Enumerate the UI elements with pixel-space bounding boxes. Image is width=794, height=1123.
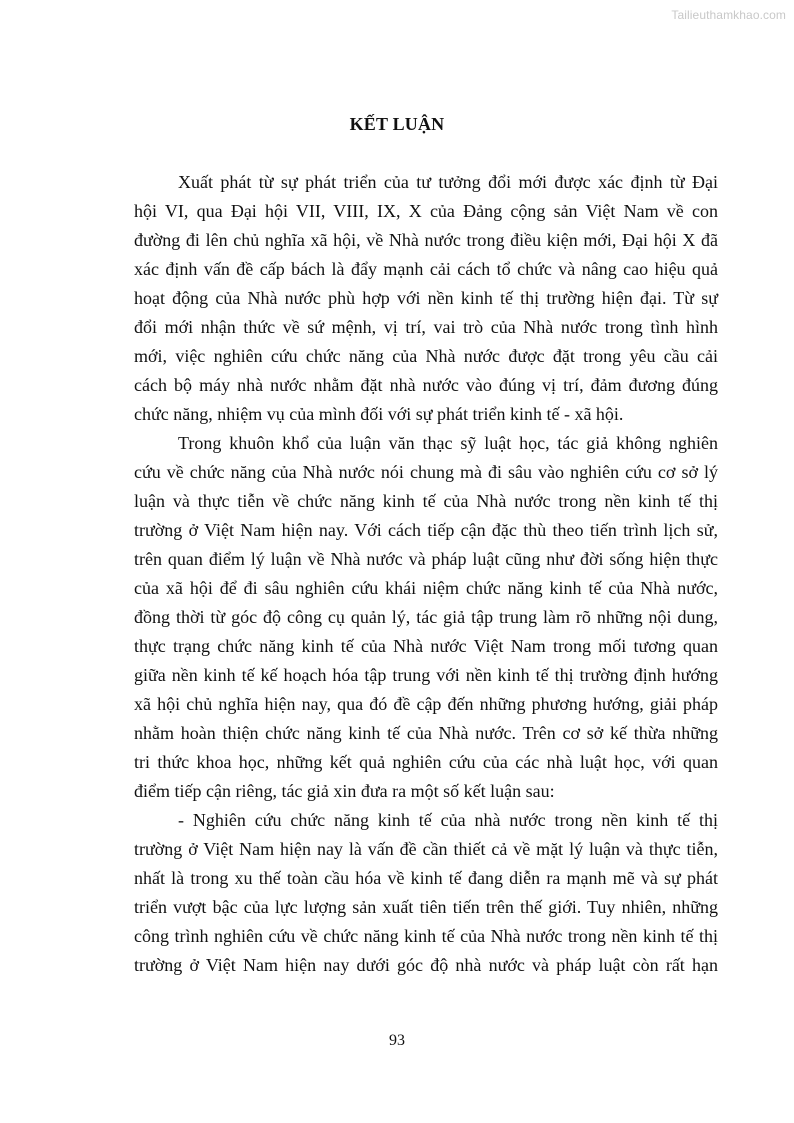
- text-line: triển vượt bậc của lực lượng sản xuất tiên tiến trên thế giới. Tuy nhiên, những: [134, 897, 718, 917]
- text-line: Trong khuôn khổ của luận văn thạc sỹ luật học, tác giả không nghiên: [178, 433, 718, 453]
- page-title: KẾT LUẬN: [349, 114, 445, 134]
- text-line: xã hội chủ nghĩa hiện nay, qua đó đề cập đến những phương hướng, giải pháp: [134, 694, 718, 714]
- text-line: đường đi lên chủ nghĩa xã hội, về Nhà nước trong điều kiện mới, Đại hội X đã: [134, 230, 718, 250]
- text-line: công trình nghiên cứu về chức năng kinh tế của Nhà nước trong nền kinh tế thị: [134, 926, 718, 946]
- text-line: trường ở Việt Nam hiện nay dưới góc độ nhà nước và pháp luật còn rất hạn: [134, 955, 718, 975]
- watermark: Tailieuthamkhao.com: [671, 8, 786, 22]
- text-line: cách bộ máy nhà nước nhằm đặt nhà nước vào đúng vị trí, đảm đương đúng: [134, 375, 718, 395]
- text-line: Xuất phát từ sự phát triển của tư tưởng đổi mới được xác định từ Đại: [178, 172, 718, 192]
- text-line: mới, việc nghiên cứu chức năng của Nhà nước được đặt trong yêu cầu cải: [134, 346, 718, 366]
- text-line: đồng thời từ góc độ công cụ quản lý, tác giả tập trung làm rõ những nội dung,: [134, 607, 718, 627]
- text-line: luận và thực tiễn về chức năng kinh tế của Nhà nước trong nền kinh tế thị: [134, 491, 718, 511]
- text-line: - Nghiên cứu chức năng kinh tế của nhà nước trong nền kinh tế thị: [178, 810, 718, 830]
- text-line: chức năng, nhiệm vụ của mình đối với sự phát triển kinh tế - xã hội.: [134, 404, 624, 424]
- text-line: trường ở Việt Nam hiện nay là vấn đề cần thiết cả về mặt lý luận và thực tiễn,: [134, 839, 718, 859]
- text-line: trường ở Việt Nam hiện nay. Với cách tiếp cận đặc thù theo tiến trình lịch sử,: [134, 520, 718, 540]
- text-line: thực trạng chức năng kinh tế của Nhà nước Việt Nam trong mối tương quan: [134, 636, 718, 656]
- text-line: hoạt động của Nhà nước phù hợp với nền kinh tế thị trường hiện đại. Từ sự: [134, 288, 718, 308]
- text-line: nhất là trong xu thế toàn cầu hóa về kinh tế đang diễn ra mạnh mẽ và sự phát: [134, 868, 718, 888]
- text-line: xác định vấn đề cấp bách là đẩy mạnh cải cách tổ chức và nâng cao hiệu quả: [134, 259, 718, 279]
- text-line: tri thức khoa học, những kết quả nghiên cứu của các nhà luật học, với quan: [134, 752, 718, 772]
- page-number: 93: [389, 1032, 405, 1049]
- text-line: của xã hội để đi sâu nghiên cứu khái niệm chức năng kinh tế của Nhà nước,: [134, 578, 718, 598]
- text-line: cứu về chức năng của Nhà nước nói chung mà đi sâu vào nghiên cứu cơ sở lý: [134, 462, 718, 482]
- text-line: nhằm hoàn thiện chức năng kinh tế của Nhà nước. Trên cơ sở kế thừa những: [134, 723, 718, 743]
- text-line: trên quan điểm lý luận về Nhà nước và pháp luật cũng như đời sống hiện thực: [134, 549, 718, 569]
- text-line: giữa nền kinh tế kế hoạch hóa tập trung với nền kinh tế thị trường định hướng: [134, 665, 718, 685]
- text-line: hội VI, qua Đại hội VII, VIII, IX, X của Đảng cộng sản Việt Nam về con: [134, 201, 718, 221]
- text-line: đổi mới nhận thức về sứ mệnh, vị trí, vai trò của Nhà nước trong tình hình: [134, 317, 718, 337]
- text-line: điểm tiếp cận riêng, tác giả xin đưa ra một số kết luận sau:: [134, 781, 555, 801]
